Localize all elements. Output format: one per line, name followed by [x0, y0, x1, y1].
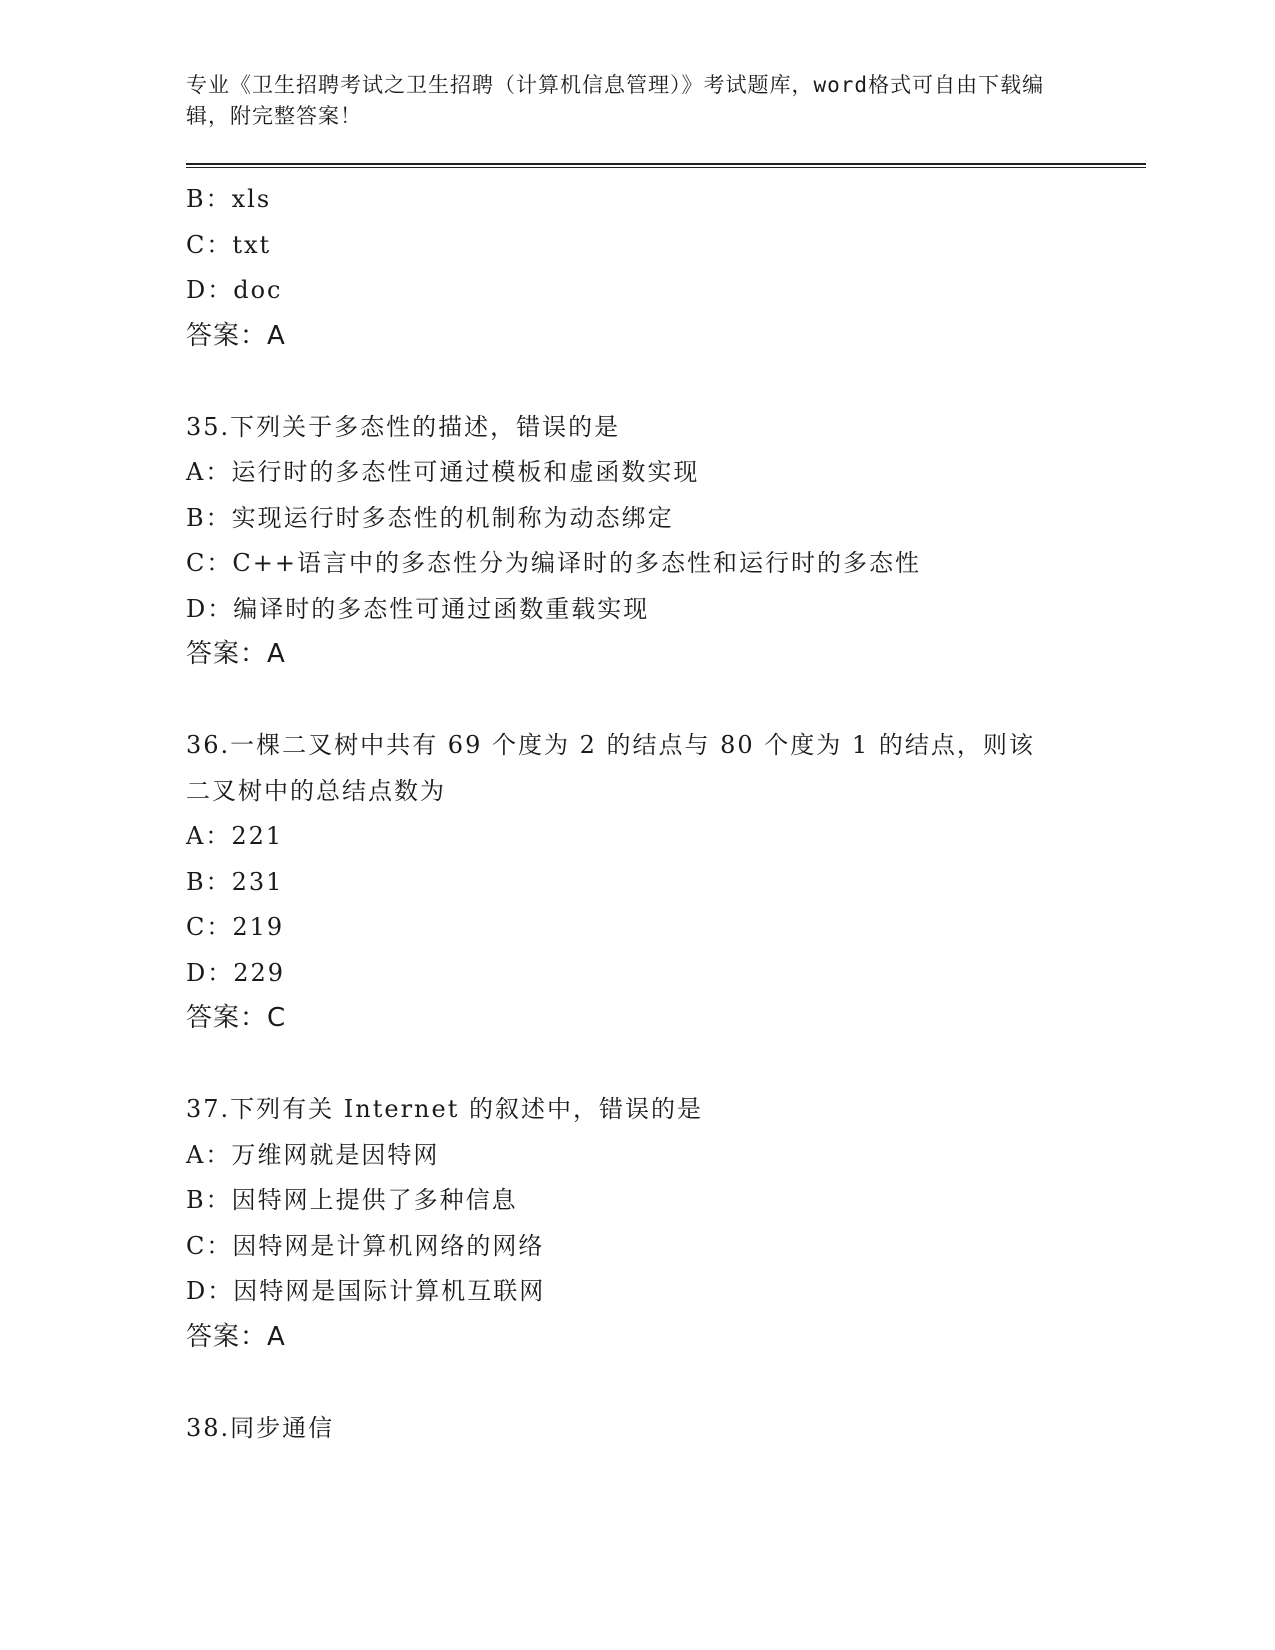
option-c: C：219 [186, 913, 285, 941]
document-content [186, 177, 1146, 1451]
question-37 [186, 1087, 1146, 1360]
option-a: A：221 [186, 822, 284, 850]
header-divider [186, 163, 1146, 168]
option-d: D：编译时的多态性可通过函数重载实现 [186, 594, 650, 623]
option-a: A：运行时的多态性可通过模板和虚函数实现 [186, 458, 700, 486]
option-c: C：因特网是计算机网络的网络 [186, 1231, 545, 1260]
option-d: D：因特网是国际计算机互联网 [186, 1277, 546, 1305]
option-d: D：doc [186, 276, 283, 304]
answer-label: 答案：A [186, 320, 286, 351]
document-page [186, 70, 1146, 1451]
option-a: A：万维网就是因特网 [186, 1140, 440, 1169]
option-b: B：xls [186, 185, 272, 213]
question-stem: 38.同步通信 [186, 1413, 335, 1442]
option-b: B：实现运行时多态性的机制称为动态绑定 [186, 503, 674, 532]
option-d: D：229 [186, 958, 286, 987]
option-c: C：txt [186, 230, 272, 259]
answer-label: 答案：C [186, 1003, 287, 1033]
question-38 [186, 1406, 1146, 1452]
question-36 [186, 723, 1146, 1042]
option-b: B：231 [186, 867, 284, 896]
question-stem: 35.下列关于多态性的描述，错误的是 [186, 412, 621, 441]
option-b: B：因特网上提供了多种信息 [186, 1186, 518, 1214]
answer-label: 答案：A [186, 1321, 286, 1352]
question-34-continued [186, 177, 1146, 359]
question-stem: 37.下列有关 Internet 的叙述中，错误的是 [186, 1095, 703, 1123]
option-c: C：C++语言中的多态性分为编译时的多态性和运行时的多态性 [186, 549, 921, 577]
document-header: 专业《卫生招聘考试之卫生招聘（计算机信息管理）》考试题库，word格式可自由下载编辑，附完整答案！ [186, 73, 1045, 128]
question-stem-line-1: 36.一棵二叉树中共有 69 个度为 2 的结点与 80 个度为 1 的结点，则该 [186, 731, 1035, 759]
question-stem-line-2: 二叉树中的总结点数为 [186, 776, 446, 805]
answer-label: 答案：A [186, 639, 286, 669]
question-35 [186, 405, 1146, 678]
